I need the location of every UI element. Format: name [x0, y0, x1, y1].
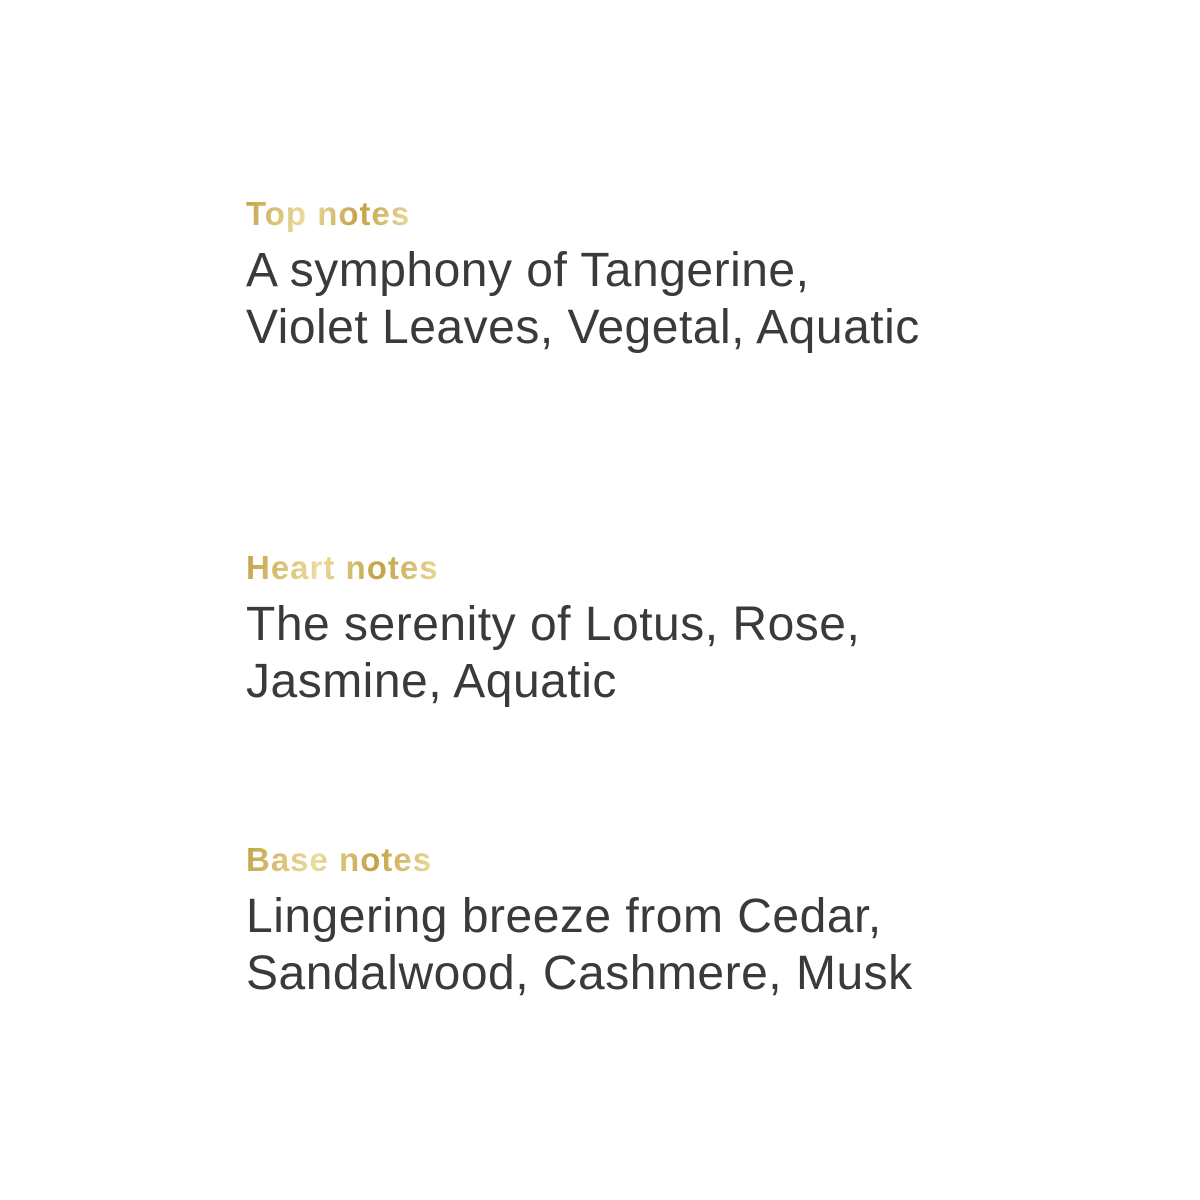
heart-notes-description-line-2: Jasmine, Aquatic	[246, 655, 617, 708]
top-notes-label: Top notes	[246, 195, 411, 232]
heart-notes-description	[246, 596, 1006, 710]
base-notes-description-line-2: Sandalwood, Cashmere, Musk	[246, 947, 913, 1000]
heart-notes-label: Heart notes	[246, 549, 439, 586]
top-notes-description	[246, 242, 1006, 356]
section-heart-notes	[246, 548, 1006, 710]
base-notes-description	[246, 888, 1006, 1002]
top-notes-description-line-1: A symphony of Tangerine,	[246, 244, 810, 297]
heart-notes-description-line-1: The serenity of Lotus, Rose,	[246, 598, 861, 651]
base-notes-label: Base notes	[246, 841, 433, 878]
section-base-notes	[246, 840, 1006, 1002]
top-notes-description-line-2: Violet Leaves, Vegetal, Aquatic	[246, 301, 920, 354]
base-notes-description-line-1: Lingering breeze from Cedar,	[246, 890, 882, 943]
section-top-notes	[246, 194, 1006, 356]
